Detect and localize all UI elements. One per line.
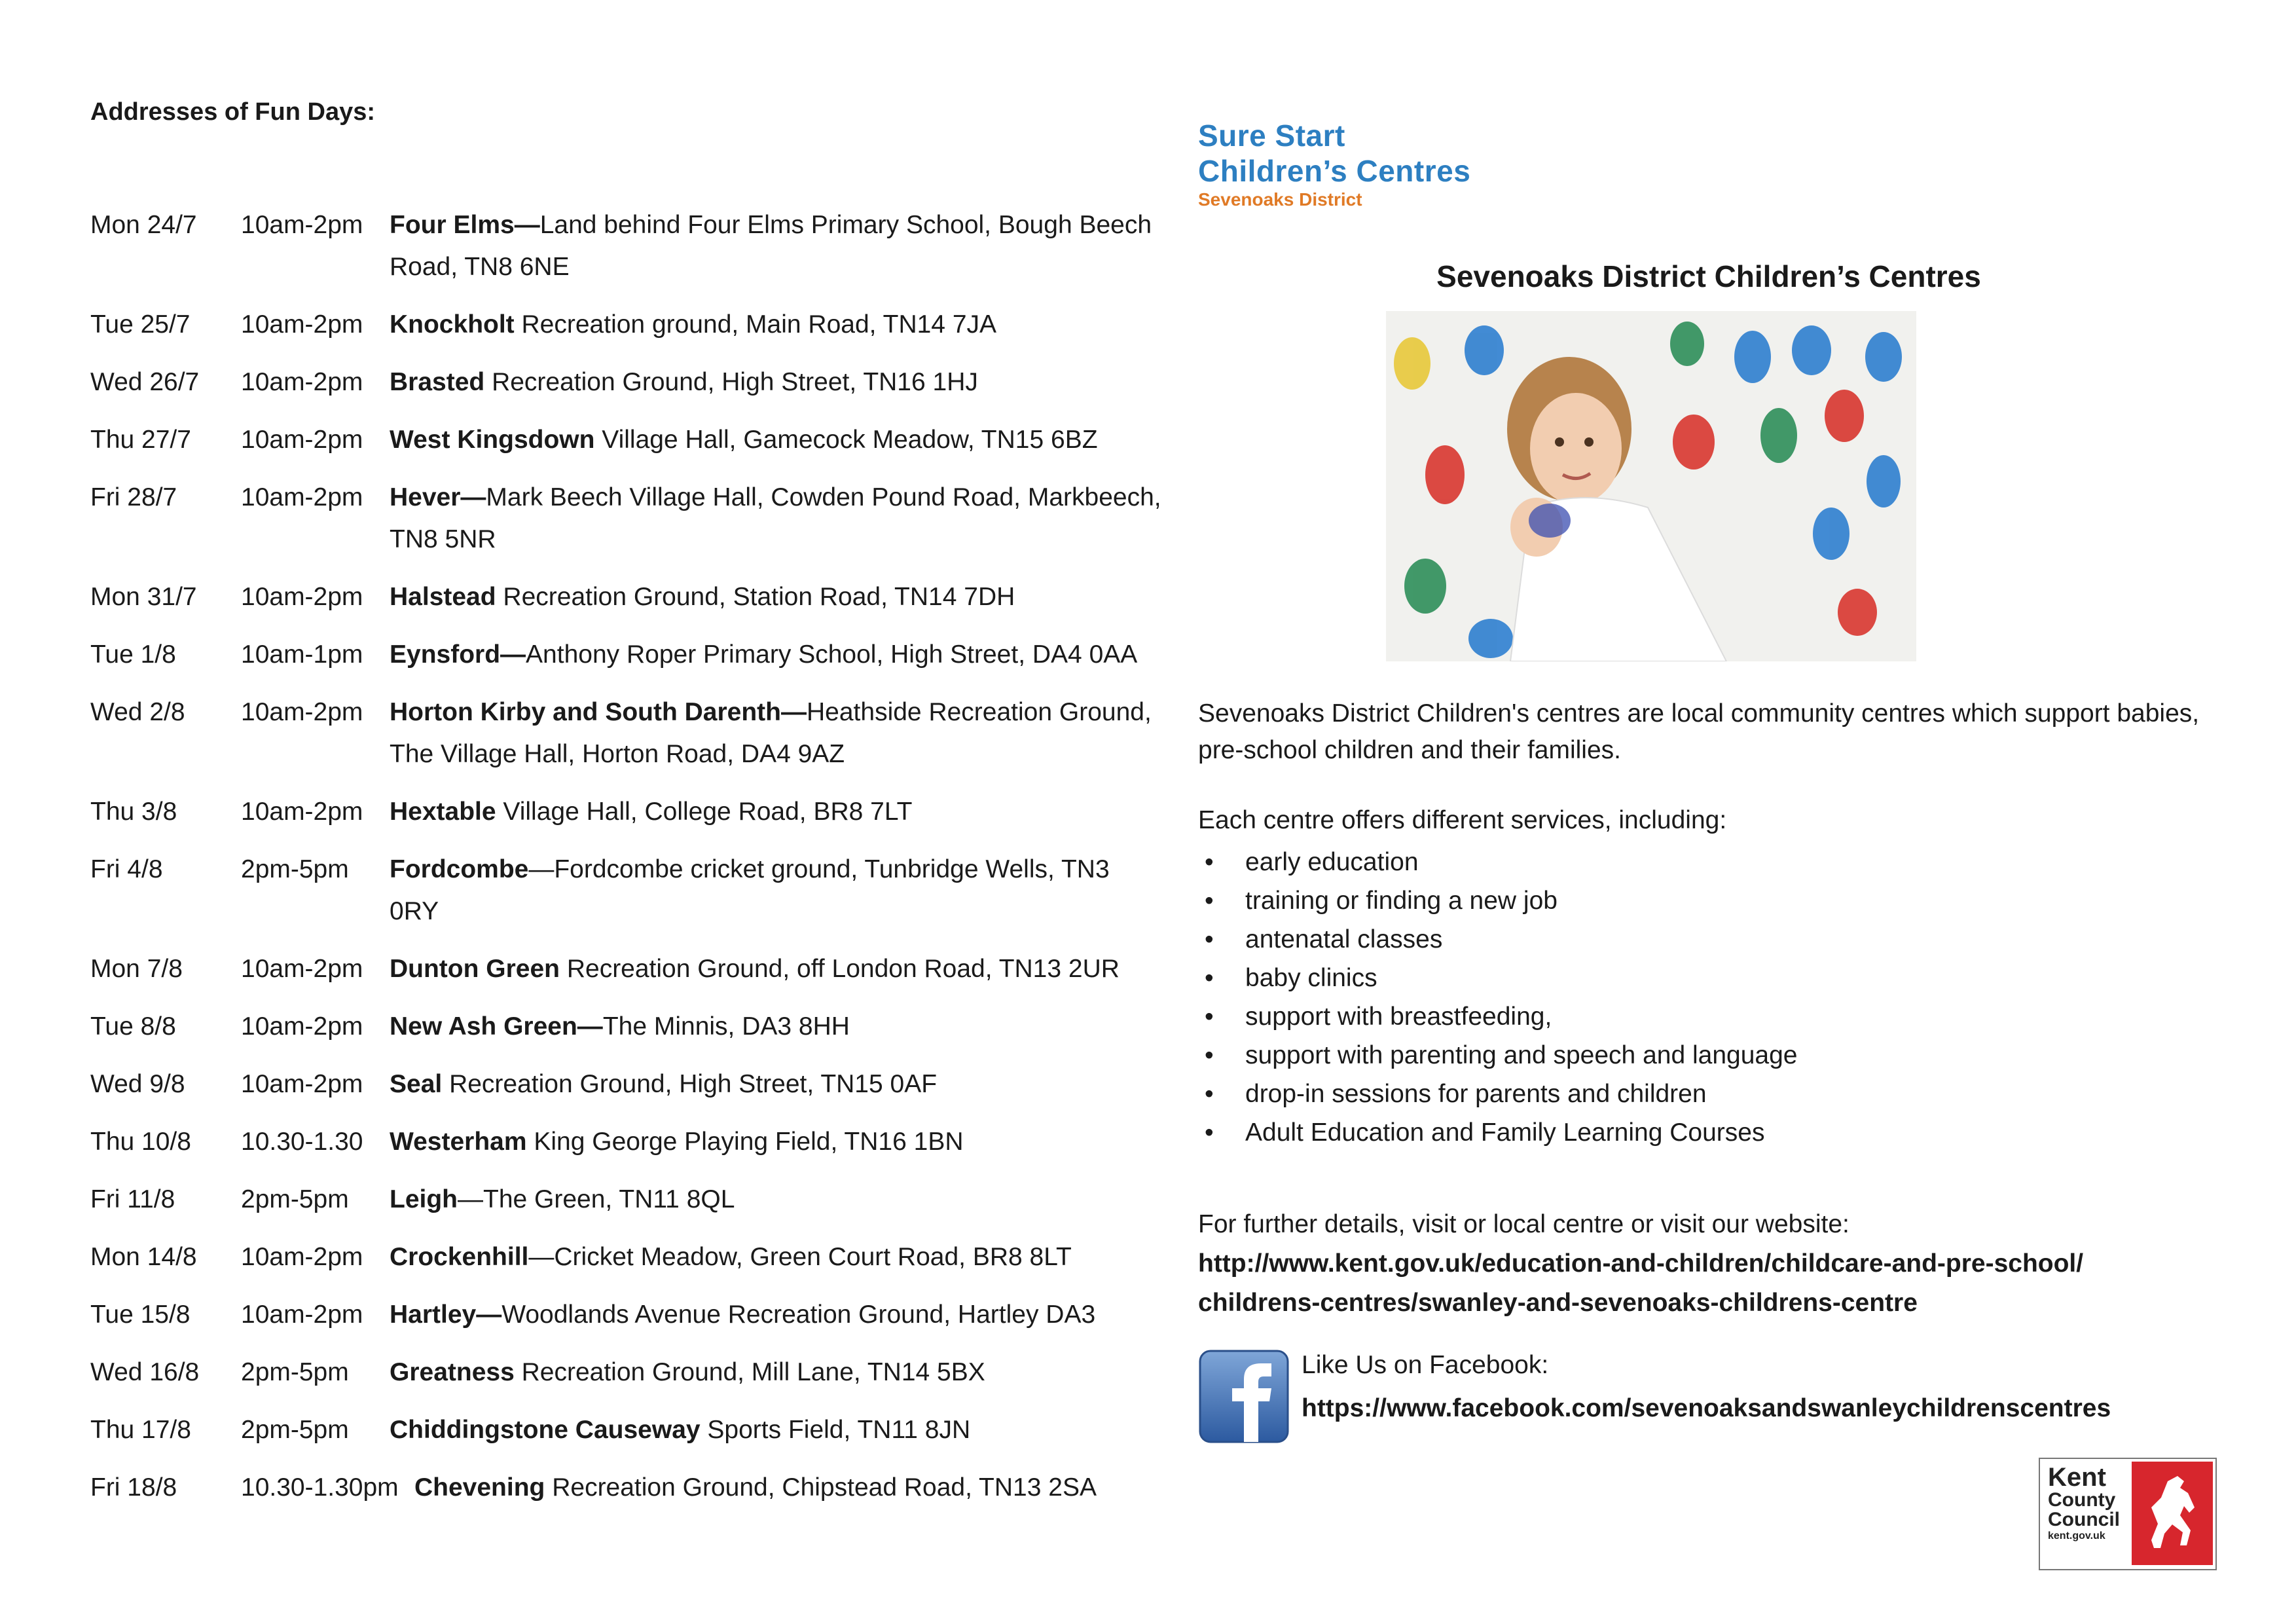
schedule-address	[390, 304, 1164, 346]
schedule-row	[90, 1467, 1164, 1509]
bullet-icon: •	[1205, 1118, 1214, 1147]
schedule-address	[390, 1179, 1164, 1221]
schedule-address	[390, 1236, 1164, 1278]
schedule-row	[90, 576, 1164, 618]
schedule-place: Hextable	[390, 798, 496, 826]
schedule-place: Chiddingstone Causeway	[390, 1416, 701, 1444]
schedule-row	[90, 361, 1164, 403]
sure-start-logo	[1198, 118, 1470, 211]
schedule-row	[90, 1236, 1164, 1278]
schedule-address	[390, 1294, 1164, 1336]
bullet-icon: •	[1205, 925, 1214, 953]
further-details	[1198, 1205, 2219, 1323]
schedule-address	[390, 204, 1164, 288]
kcc-line-council: Council	[2048, 1509, 2120, 1530]
bullet-icon: •	[1205, 1080, 1214, 1108]
schedule-address-detail: Recreation ground, Main Road, TN14 7JA	[514, 310, 997, 339]
schedule-address-detail: King George Playing Field, TN16 1BN	[526, 1128, 964, 1156]
schedule-address-detail: Woodlands Avenue Recreation Ground, Hartley DA3	[501, 1301, 1096, 1329]
schedule-place: Four Elms—	[390, 211, 540, 239]
website-link-line1[interactable]: http://www.kent.gov.uk/education-and-children/childcare-and-pre-school/	[1198, 1249, 2084, 1278]
schedule-address	[390, 1006, 1164, 1048]
schedule-address-detail: Recreation Ground, Station Road, TN14 7DH	[496, 583, 1015, 611]
schedule-place: Hever—	[390, 483, 486, 511]
list-item	[1198, 997, 1797, 1036]
list-item	[1198, 881, 1797, 920]
schedule-row	[90, 849, 1164, 932]
kent-county-council-logo	[2039, 1458, 2217, 1570]
schedule-address-detail: Recreation Ground, off London Road, TN13 2UR	[560, 955, 1120, 983]
schedule-place: Crockenhill	[390, 1243, 529, 1271]
schedule-address-detail: Village Hall, Gamecock Meadow, TN15 6BZ	[594, 426, 1098, 454]
schedule-time: 10am-2pm	[241, 310, 363, 339]
schedule-place: New Ash Green—	[390, 1012, 603, 1041]
schedule-place: Leigh	[390, 1185, 458, 1213]
schedule-address-detail: Village Hall, College Road, BR8 7LT	[496, 798, 913, 826]
service-label: support with breastfeeding,	[1245, 1003, 1552, 1031]
schedule-day: Mon 31/7	[90, 583, 197, 611]
services-list	[1198, 843, 1797, 1152]
schedule-time: 10.30-1.30	[241, 1128, 363, 1156]
child-painting-handprints-photo	[1386, 311, 1916, 661]
schedule-place: Westerham	[390, 1128, 527, 1156]
schedule-address-detail: Sports Field, TN11 8JN	[700, 1416, 971, 1444]
service-label: Adult Education and Family Learning Courses	[1245, 1118, 1765, 1147]
schedule-address	[390, 634, 1164, 676]
schedule-time: 10am-2pm	[241, 798, 363, 826]
fun-days-heading: Addresses of Fun Days:	[90, 98, 375, 126]
schedule-time: 10am-2pm	[241, 368, 363, 396]
list-item	[1198, 1036, 1797, 1075]
schedule-place: Fordcombe	[390, 855, 529, 883]
schedule-day: Wed 16/8	[90, 1358, 200, 1386]
schedule-address	[390, 1352, 1164, 1393]
schedule-address	[390, 791, 1164, 833]
schedule-time: 2pm-5pm	[241, 1416, 349, 1444]
schedule-place: Horton Kirby and South Darenth—	[390, 698, 807, 726]
schedule-row	[90, 1006, 1164, 1048]
schedule-time: 10am-2pm	[241, 1070, 363, 1098]
schedule-day: Thu 27/7	[90, 426, 191, 454]
schedule-address	[390, 361, 1164, 403]
schedule-day: Fri 4/8	[90, 855, 163, 883]
schedule-address	[390, 692, 1164, 775]
website-link-line2[interactable]: childrens-centres/swanley-and-sevenoaks-childrens-centre	[1198, 1289, 1918, 1317]
schedule-place: Halstead	[390, 583, 496, 611]
schedule-row	[90, 477, 1164, 561]
service-label: drop-in sessions for parents and children	[1245, 1080, 1707, 1108]
bullet-icon: •	[1205, 887, 1214, 915]
bullet-icon: •	[1205, 1041, 1214, 1069]
services-heading: Each centre offers different services, including:	[1198, 806, 1727, 834]
service-label: early education	[1245, 848, 1419, 876]
schedule-row	[90, 634, 1164, 676]
schedule-row	[90, 1409, 1164, 1451]
kcc-line-url: kent.gov.uk	[2048, 1530, 2105, 1541]
schedule-time: 10am-2pm	[241, 1301, 363, 1329]
schedule-address-detail: Recreation Ground, Chipstead Road, TN13 2SA	[545, 1473, 1097, 1502]
schedule-row	[90, 304, 1164, 346]
schedule-time: 10am-2pm	[241, 211, 363, 239]
schedule-address-detail: Recreation Ground, Mill Lane, TN14 5BX	[514, 1358, 985, 1386]
service-label: support with parenting and speech and language	[1245, 1041, 1798, 1069]
schedule-day: Thu 3/8	[90, 798, 177, 826]
schedule-address	[390, 1121, 1164, 1163]
kcc-wordmark	[2048, 1464, 2120, 1543]
schedule-day: Thu 17/8	[90, 1416, 191, 1444]
schedule-address-detail: Mark Beech Village Hall, Cowden Pound Road, Markbeech, TN8 5NR	[390, 483, 1161, 553]
schedule-address	[390, 477, 1164, 561]
schedule-time: 10am-2pm	[241, 1012, 363, 1041]
bullet-icon: •	[1205, 848, 1214, 876]
schedule-address	[390, 576, 1164, 618]
schedule-address-detail: Anthony Roper Primary School, High Street, DA4 0AA	[526, 640, 1138, 669]
schedule-day: Tue 8/8	[90, 1012, 176, 1041]
service-label: baby clinics	[1245, 964, 1377, 992]
schedule-place: Brasted	[390, 368, 485, 396]
schedule-time: 10am-2pm	[241, 955, 363, 983]
schedule-time: 10am-2pm	[241, 698, 363, 726]
schedule-time: 10am-1pm	[241, 640, 363, 669]
kcc-line-county: County	[2048, 1489, 2116, 1511]
schedule-address-detail: Recreation Ground, High Street, TN16 1HJ	[484, 368, 978, 396]
intro-paragraph: Sevenoaks District Children's centres are local community centres which support babies, pre-school children and their families.	[1198, 699, 2200, 764]
schedule-time: 2pm-5pm	[241, 1185, 349, 1213]
facebook-like-text: Like Us on Facebook:	[1302, 1351, 1549, 1379]
schedule-address-detail: Land behind Four Elms Primary School, Bough Beech Road, TN8 6NE	[390, 211, 1152, 281]
schedule-row	[90, 948, 1164, 990]
schedule-place: Knockholt	[390, 310, 515, 339]
schedule-time: 10am-2pm	[241, 583, 363, 611]
list-item	[1198, 1113, 1797, 1152]
further-details-text: For further details, visit or local centre or visit our website:	[1198, 1210, 1850, 1238]
schedule-place: Chevening	[414, 1473, 545, 1502]
schedule-day: Fri 28/7	[90, 483, 177, 511]
facebook-icon[interactable]	[1198, 1349, 1290, 1444]
schedule-address-detail: —The Green, TN11 8QL	[458, 1185, 735, 1213]
schedule-day: Tue 25/7	[90, 310, 191, 339]
bullet-icon: •	[1205, 1003, 1214, 1031]
schedule-place: Greatness	[390, 1358, 515, 1386]
schedule-address	[390, 948, 1164, 990]
schedule-place: Eynsford—	[390, 640, 526, 669]
logo-line-district: Sevenoaks District	[1198, 189, 1362, 210]
schedule-place: Hartley—	[390, 1301, 502, 1329]
schedule-time: 10am-2pm	[241, 1243, 363, 1271]
schedule-day: Wed 9/8	[90, 1070, 185, 1098]
schedule-time: 10am-2pm	[241, 483, 363, 511]
schedule-place: Dunton Green	[390, 955, 560, 983]
schedule-time: 2pm-5pm	[241, 1358, 349, 1386]
schedule-day: Tue 1/8	[90, 640, 176, 669]
white-horse-icon	[2132, 1462, 2213, 1565]
schedule-row	[90, 419, 1164, 461]
schedule-day: Mon 24/7	[90, 211, 197, 239]
schedule-list	[90, 204, 1164, 1524]
schedule-address-detail: Heathside Recreation Ground, The Village Hall, Horton Road, DA4 9AZ	[390, 698, 1152, 768]
service-label: training or finding a new job	[1245, 887, 1558, 915]
schedule-day: Mon 7/8	[90, 955, 183, 983]
schedule-row	[90, 1179, 1164, 1221]
schedule-row	[90, 1121, 1164, 1163]
facebook-info	[1302, 1344, 2111, 1430]
schedule-address	[390, 849, 1164, 932]
schedule-time: 10.30-1.30pm	[241, 1473, 399, 1502]
schedule-row	[90, 1063, 1164, 1105]
facebook-link[interactable]: https://www.facebook.com/sevenoaksandswanleychildrenscentres	[1302, 1394, 2111, 1422]
schedule-address	[390, 1409, 1164, 1451]
list-item	[1198, 959, 1797, 997]
schedule-time: 10am-2pm	[241, 426, 363, 454]
bullet-icon: •	[1205, 964, 1214, 992]
logo-line-childrens-centres: Children’s Centres	[1198, 154, 1471, 188]
schedule-address-detail: —Fordcombe cricket ground, Tunbridge Wells, TN3 0RY	[390, 855, 1110, 925]
schedule-address	[390, 1063, 1164, 1105]
service-label: antenatal classes	[1245, 925, 1443, 953]
schedule-day: Tue 15/8	[90, 1301, 191, 1329]
schedule-address-detail: The Minnis, DA3 8HH	[602, 1012, 850, 1041]
schedule-day: Fri 18/8	[90, 1473, 177, 1502]
schedule-row	[90, 791, 1164, 833]
schedule-row	[90, 1294, 1164, 1336]
schedule-row	[90, 204, 1164, 288]
schedule-row	[90, 1352, 1164, 1393]
schedule-day: Wed 2/8	[90, 698, 185, 726]
schedule-row	[90, 692, 1164, 775]
schedule-day: Mon 14/8	[90, 1243, 197, 1271]
schedule-address-detail: —Cricket Meadow, Green Court Road, BR8 8LT	[528, 1243, 1072, 1271]
schedule-place: Seal	[390, 1070, 443, 1098]
schedule-address-detail: Recreation Ground, High Street, TN15 0AF	[442, 1070, 938, 1098]
schedule-day: Fri 11/8	[90, 1185, 175, 1213]
schedule-time: 2pm-5pm	[241, 855, 349, 883]
schedule-day: Thu 10/8	[90, 1128, 191, 1156]
list-item	[1198, 920, 1797, 959]
schedule-place: West Kingsdown	[390, 426, 595, 454]
schedule-address	[414, 1467, 1164, 1509]
schedule-day: Wed 26/7	[90, 368, 200, 396]
schedule-address	[390, 419, 1164, 461]
page-title: Sevenoaks District Children’s Centres	[1436, 259, 1981, 293]
logo-line-sure-start: Sure Start	[1198, 119, 1345, 153]
kcc-line-kent: Kent	[2048, 1463, 2106, 1492]
list-item	[1198, 843, 1797, 881]
fun-days-column	[90, 98, 1164, 1502]
list-item	[1198, 1075, 1797, 1113]
